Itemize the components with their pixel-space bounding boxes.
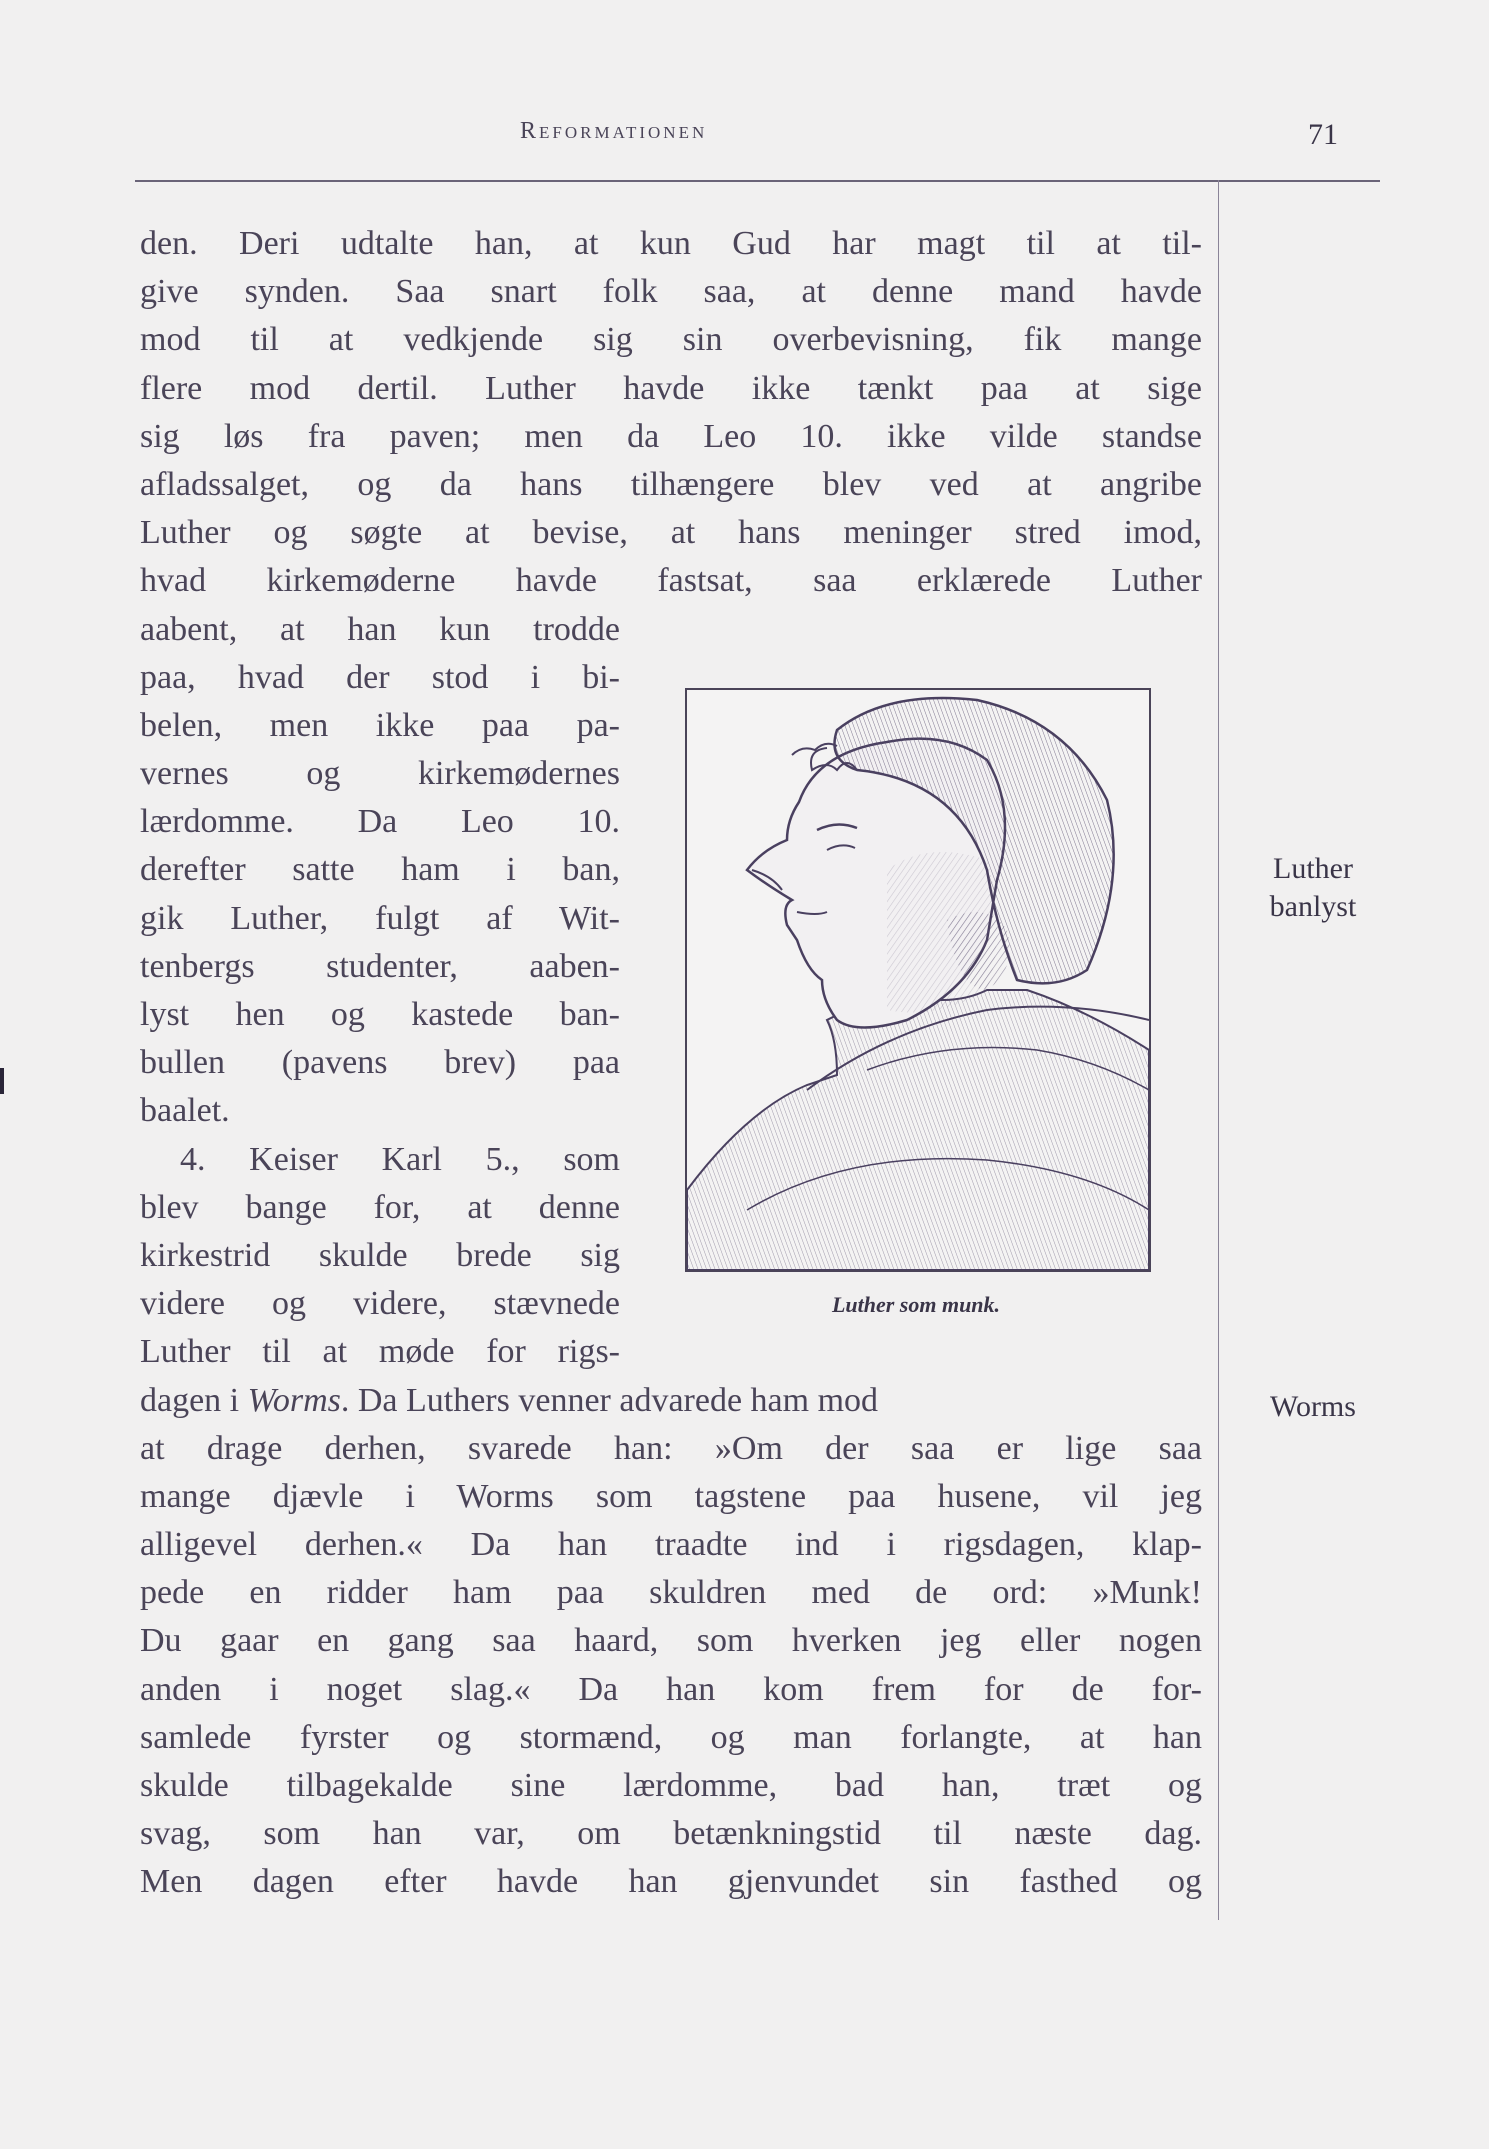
text-line: Luther og søgte at bevise, at hans meninger stred imod,: [140, 514, 1202, 552]
text-line: derefter satte ham i ban,: [140, 851, 620, 889]
text-line: at drage derhen, svarede han: »Om der saa er lige saa: [140, 1429, 1202, 1467]
text-line: skulde tilbagekalde sine lærdomme, bad han, træt og: [140, 1767, 1202, 1804]
text-line: lyst hen og kastede ban-: [140, 996, 620, 1033]
text-line: flere mod dertil. Luther havde ikke tænkt paa at sige: [140, 369, 1202, 407]
worms-line-segment: [140, 1377, 878, 1425]
text-line: videre og videre, stævnede: [140, 1285, 620, 1323]
text-line: blev bange for, at denne: [140, 1188, 620, 1226]
text-line: anden i noget slag.« Da han kom frem for de for-: [140, 1670, 1202, 1708]
text-line: mod til at vedkjende sig sin overbevisning, fik mange: [140, 321, 1202, 359]
text-line: tenbergs studenter, aaben-: [140, 947, 620, 985]
portrait-illustration: [687, 690, 1149, 1270]
figure-caption: Luther som munk.: [831, 1292, 1001, 1317]
page-number: 71: [1308, 118, 1338, 151]
text-line: 4. Keiser Karl 5., som: [180, 1140, 620, 1178]
text-line: mange djævle i Worms som tagstene paa husene, vil jeg: [140, 1477, 1202, 1515]
text-line: belen, men ikke paa pa-: [140, 706, 620, 744]
margin-rule: [1218, 180, 1219, 1920]
text-line: alligevel derhen.« Da han traadte ind i rigsdagen, klap-: [140, 1526, 1202, 1564]
narrow-column: [140, 606, 620, 1377]
text-line-worms: [140, 1377, 1202, 1425]
page-edge-mark: [0, 1068, 4, 1094]
text-line: Luther til at møde for rigs-: [140, 1333, 620, 1371]
text-line: vernes og kirkemødernes: [140, 755, 620, 793]
running-header-title: Reformationen: [520, 118, 708, 144]
text-line: hvad kirkemøderne havde fastsat, saa erklærede Luther: [140, 562, 1202, 600]
text-line: sig løs fra paven; men da Leo 10. ikke vilde standse: [140, 417, 1202, 455]
text-line: den. Deri udtalte han, at kun Gud har magt til at til-: [140, 225, 1202, 262]
text-line: pede en ridder ham paa skuldren med de ord: »Munk!: [140, 1574, 1202, 1612]
text-line: afladssalget, og da hans tilhængere blev ved at angribe: [140, 465, 1202, 503]
text-line: paa, hvad der stod i bi-: [140, 658, 620, 696]
text-line: lærdomme. Da Leo 10.: [140, 803, 620, 841]
margin-note-line: Luther: [1273, 852, 1353, 885]
text-line: gik Luther, fulgt af Wit-: [140, 899, 620, 937]
text-line: Men dagen efter havde han gjenvundet sin fasthed og: [140, 1863, 1202, 1901]
text-line: aabent, at han kun trodde: [140, 610, 620, 648]
margin-note-line: banlyst: [1269, 890, 1357, 923]
margin-note-worms: Worms: [1270, 1390, 1356, 1423]
text-line: bullen (pavens brev) paa: [140, 1044, 620, 1082]
worms-line-start: dagen i: [140, 1381, 248, 1419]
header-rule: [135, 180, 1380, 182]
worms-italic: Worms: [247, 1381, 341, 1419]
text-line: give synden. Saa snart folk saa, at denne mand havde: [140, 273, 1202, 311]
text-line: Du gaar en gang saa haard, som hverken jeg eller nogen: [140, 1622, 1202, 1660]
worms-line-end: . Da Luthers venner advarede ham mod: [340, 1381, 879, 1419]
luther-portrait-engraving: [685, 688, 1151, 1272]
text-line: kirkestrid skulde brede sig: [140, 1236, 620, 1274]
margin-note-luther-banlyst: [1238, 850, 1388, 926]
text-line: baalet.: [140, 1092, 230, 1130]
text-line: svag, som han var, om betænkningstid til næste dag.: [140, 1815, 1202, 1853]
text-line: samlede fyrster og stormænd, og man forlangte, at han: [140, 1718, 1202, 1756]
